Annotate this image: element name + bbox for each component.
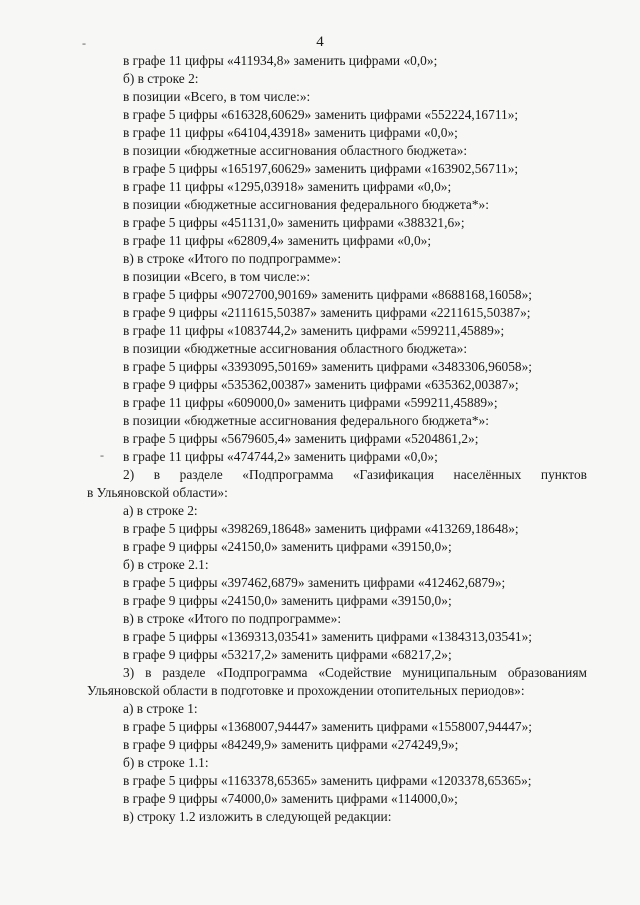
amendment-line: в графе 5 цифры «616328,60629» заменить цифрами «552224,16711»; xyxy=(123,107,519,122)
amendment-line: в графе 11 цифры «474744,2» заменить цифрами «0,0»; xyxy=(123,449,438,464)
amendment-line: в графе 9 цифры «24150,0» заменить цифрами «39150,0»; xyxy=(123,593,452,608)
amendment-line: в графе 11 цифры «64104,43918» заменить цифрами «0,0»; xyxy=(123,125,458,140)
heading-word: в xyxy=(153,467,161,482)
heading-word: 3) xyxy=(123,665,135,680)
amendment-line: в позиции «Всего, в том числе:»: xyxy=(123,269,311,284)
amendments-block-2 xyxy=(87,502,587,664)
amendment-line: в позиции «бюджетные ассигнования областного бюджета»: xyxy=(123,341,468,356)
heading-word: 2) xyxy=(123,467,135,482)
heading-word: разделе xyxy=(179,467,223,482)
amendment-line: в позиции «Всего, в том числе:»: xyxy=(123,89,311,104)
amendment-line: в) строку 1.2 изложить в следующей редакции: xyxy=(123,809,392,824)
section-2-heading xyxy=(87,466,587,484)
amendment-line: б) в строке 2.1: xyxy=(123,557,209,572)
heading-word: «Содействие xyxy=(318,665,392,680)
amendment-line: в графе 11 цифры «411934,8» заменить цифрами «0,0»; xyxy=(123,53,438,68)
amendments-block-3 xyxy=(87,700,587,826)
section-3-heading-cont: Ульяновской области в подготовке и прохождении отопительных периодов»: xyxy=(87,683,525,698)
document-body xyxy=(87,52,587,826)
amendment-line: в графе 9 цифры «84249,9» заменить цифрами «274249,9»; xyxy=(123,737,459,752)
heading-word: разделе xyxy=(162,665,206,680)
scan-speck: - xyxy=(100,448,104,462)
amendments-block-1 xyxy=(87,52,587,466)
amendment-line: в графе 11 цифры «1083744,2» заменить цифрами «599211,45889»; xyxy=(123,323,505,338)
scan-speck: - xyxy=(82,36,86,50)
amendment-line: в позиции «бюджетные ассигнования федерального бюджета*»: xyxy=(123,197,489,212)
heading-word: «Подпрограмма xyxy=(242,467,334,482)
amendment-line: в графе 9 цифры «2111615,50387» заменить цифрами «2211615,50387»; xyxy=(123,305,531,320)
section-2-heading-cont: в Ульяновской области»: xyxy=(87,485,228,500)
amendment-line: в графе 11 цифры «1295,03918» заменить цифрами «0,0»; xyxy=(123,179,452,194)
amendment-line: в) в строке «Итого по подпрограмме»: xyxy=(123,611,342,626)
amendment-line: в графе 5 цифры «3393095,50169» заменить цифрами «3483306,96058»; xyxy=(123,359,533,374)
amendment-line: в графе 11 цифры «609000,0» заменить цифрами «599211,45889»; xyxy=(123,395,498,410)
amendment-line: в позиции «бюджетные ассигнования федерального бюджета*»: xyxy=(123,413,489,428)
amendment-line: б) в строке 1.1: xyxy=(123,755,209,770)
amendment-line: а) в строке 1: xyxy=(123,701,198,716)
heading-word: населённых xyxy=(453,467,522,482)
amendment-line: в графе 5 цифры «1369313,03541» заменить цифрами «1384313,03541»; xyxy=(123,629,533,644)
amendment-line: в графе 9 цифры «74000,0» заменить цифрами «114000,0»; xyxy=(123,791,458,806)
heading-word: в xyxy=(145,665,152,680)
amendment-line: в графе 9 цифры «53217,2» заменить цифрами «68217,2»; xyxy=(123,647,452,662)
heading-word: образованиям xyxy=(507,665,587,680)
amendment-line: в графе 5 цифры «1163378,65365» заменить цифрами «1203378,65365»; xyxy=(123,773,532,788)
page-number: 4 xyxy=(316,34,324,50)
heading-word: пунктов xyxy=(540,467,587,482)
amendment-line: в графе 5 цифры «1368007,94447» заменить цифрами «1558007,94447»; xyxy=(123,719,533,734)
amendment-line: б) в строке 2: xyxy=(123,71,199,86)
heading-word: «Газификация xyxy=(352,467,434,482)
amendment-line: в позиции «бюджетные ассигнования областного бюджета»: xyxy=(123,143,468,158)
amendment-line: в) в строке «Итого по подпрограмме»: xyxy=(123,251,342,266)
amendment-line: в графе 5 цифры «165197,60629» заменить цифрами «163902,56711»; xyxy=(123,161,519,176)
amendment-line: в графе 5 цифры «9072700,90169» заменить цифрами «8688168,16058»; xyxy=(123,287,533,302)
section-3-heading xyxy=(87,664,587,682)
amendment-line: а) в строке 2: xyxy=(123,503,198,518)
amendment-line: в графе 11 цифры «62809,4» заменить цифрами «0,0»; xyxy=(123,233,432,248)
amendment-line: в графе 9 цифры «535362,00387» заменить цифрами «635362,00387»; xyxy=(123,377,519,392)
amendment-line: в графе 5 цифры «451131,0» заменить цифрами «388321,6»; xyxy=(123,215,465,230)
heading-word: «Подпрограмма xyxy=(216,665,308,680)
amendment-line: в графе 5 цифры «397462,6879» заменить цифрами «412462,6879»; xyxy=(123,575,506,590)
amendment-line: в графе 5 цифры «398269,18648» заменить цифрами «413269,18648»; xyxy=(123,521,519,536)
amendment-line: в графе 5 цифры «5679605,4» заменить цифрами «5204861,2»; xyxy=(123,431,479,446)
amendment-line: в графе 9 цифры «24150,0» заменить цифрами «39150,0»; xyxy=(123,539,452,554)
heading-word: муниципальным xyxy=(402,665,497,680)
